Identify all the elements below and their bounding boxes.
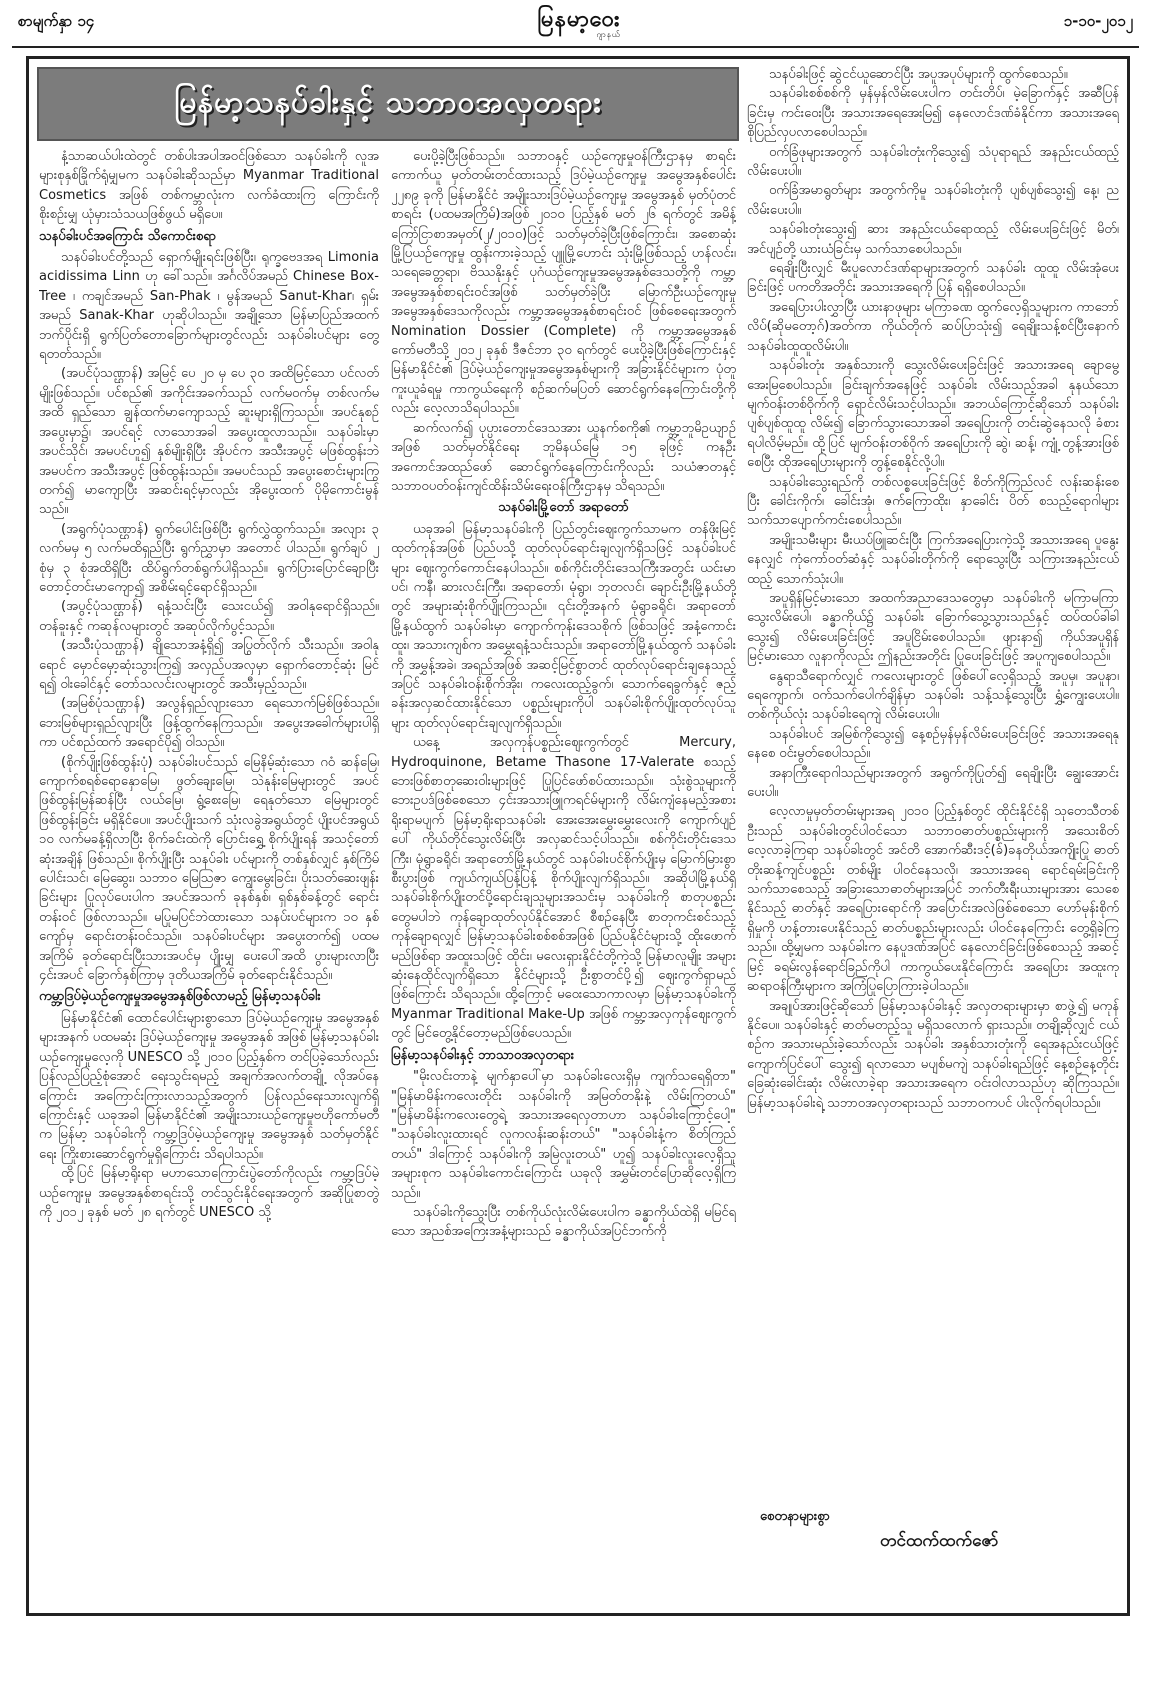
paragraph: ဆက်လက်၍ ပုပ္ပားတောင်ဒေသအား ယူနက်စကို၏ ကမ္ဘာ့ဘူမိဥယျာဉ်အဖြစ် သတ်မှတ်နိုင်ရေး ဘူမိနယ်မြေ ၁၅ ခုဖြင့် ကနဦးအကောင်အထည်ဖော် ဆောင်ရွက်နေကြောင်းကိုလည်း သယံဇာတနှင့် သဘာဝပတ်ဝန်းကျင်ထိန်းသိမ်းရေးဝန်ကြီးဌာနမှ သိရသည်။ [391, 420, 736, 494]
paragraph: သနပ်ခါးပင် အမြစ်ကိုသွေး၍ နေ့စဉ်မှန်မှန်လိမ်းပေးခြင်းဖြင့် အသားအရေနုနေစေ ဝင်းမွတ်စေပါသည်။ [747, 726, 1119, 762]
section-heading: သနပ်ခါးပင်အကြောင်း သိကောင်းစရာ [39, 228, 217, 244]
paragraph: ပေးပို့ခဲ့ပြီးဖြစ်သည်။ သဘာဝနှင့် ယဉ်ကျေးမှုဝန်ကြီးဌာနမှ စာရင်းကောက်ယူ မှတ်တမ်းတင်ထားသည့် ဒြပ်မဲ့ယဉ်ကျေးမှု အမွေအနှစ်ပေါင်း ၂၂၈၉ ခုကို မြန်မာနိုင်ငံ အမျိုးသားဒြပ်မဲ့ယဉ်ကျေးမှု အမွေအနှစ် မှတ်ပုံတင်စာရင်း (ပထမအကြိမ်)အဖြစ် ၂၀၁၀ ပြည့်နှစ် မတ် ၂၆ ရက်တွင် အမိန့်ကြော်ငြာစာအမှတ်(၂/၂၀၁၀)ဖြင့် သတ်မှတ်ခဲ့ပြီးဖြစ်ကြောင်း၊ အစောဆုံး မြို့ပြယဉ်ကျေးမှု ထွန်းကားခဲ့သည့် ပျူမြို့ဟောင်း သုံးမြို့ဖြစ်သည့် ဟန်လင်း၊ သရေခေတ္တရာ၊ ဗိဿနိုးနှင့် ပုဂံယဉ်ကျေးမှုအမွေအနှစ်ဒေသတို့ကို ကမ္ဘာ့အမွေအနှစ်စာရင်းဝင်အဖြစ် သတ်မှတ်ခဲ့ပြီး မြောက်ဦးယဉ်ကျေးမှု အမွေအနှစ်ဒေသကိုလည်း ကမ္ဘာ့အမွေအနှစ်စာရင်းဝင် ဖြစ်စေရေးအတွက် Nomination Dossier (Complete) ကို ကမ္ဘာ့အမွေအနှစ်ကော်မတီသို့ ၂၀၁၂ ခုနှစ် ဒီဇင်ဘာ ၃၀ ရက်တွင် ပေးပို့ခဲ့ပြီးဖြစ်ကြောင်းနှင့် မြန်မာနိုင်ငံ၏ ဒြပ်မဲ့ယဉ်ကျေးမှုအမွေအနှစ်များကို အခြားနိုင်ငံများက ပုံတူကူးယူခံရမှု ကာကွယ်ရေးကို စဉ်ဆက်မပြတ် ဆောင်ရွက်နေကြောင်းတို့ကိုလည်း လေ့လာသိရပါသည်။ [391, 149, 736, 417]
article-column-2 [391, 147, 736, 1701]
paragraph: (စိုက်ပျိုးဖြစ်ထွန်းပုံ) သနပ်ခါးပင်သည် မြေနိမ့်ဆုံးသော ဂဝံ ဆန်မြေ၊ ကျောက်စရစ်ရောနှောမြေ၊ ဖွတ်ချေးမြေ၊ သဲနုန်းမြေများတွင် အပင်ဖြစ်ထွန်းမြန်ဆန်ပြီး လယ်မြေ၊ ရွံ့စေးမြေ၊ ရေနုတ်သော မြေများတွင် ဖြစ်ထွန်းခြင်း မရှိနိုင်ပေ။ အပင်ပျိုးသက် သုံးလခွဲအရွယ်တွင် ပျိုးပင်အရွယ် ၁၀ လက်မခန့်ရှိလာပြီး စိုက်ခင်းထဲကို ပြောင်းရွှေ့ စိုက်ပျိုးရန် အသင့်တော်ဆုံးအချိန် ဖြစ်သည်။ စိုက်ပျိုးပြီး သနပ်ခါး ပင်များကို တစ်နှစ်လျှင် နှစ်ကြိမ် ပေါင်းသင်၊ မြေဆွေး၊ သဘာဝ မြေသြဇာ ကျွေးမွေးခြင်း၊ ပိုးသတ်ဆေးဖျန်းခြင်းများ ပြုလုပ်ပေးပါက အပင်အသက် ခုနစ်နှစ်၊ ရှစ်နှစ်ခန့်တွင် ရောင်းတန်းဝင် ဖြစ်လာသည်။ မပြုမပြင်ဘဲထားသော သနပ်းပင်များက ၁၀ နှစ်ကျော်မှ ရောင်းတန်းဝင်သည်။ သနပ်ခါးပင်များ အပွေးတက်၍ ပထမအကြိမ် ခုတ်ရောင်းပြီးသားအပင်မှ ပျိုးမျှ ပေးပေါ်အထိ ပွားများလာပြီး ၄င်းအပင် ခြောက်နှစ်ကြာမှ ဒုတိယအကြိမ် ခုတ်ရောင်းနိုင်သည်။ [39, 754, 379, 984]
paragraph: သနပ်ခါးတုံးသွေး၍ ဆား အနည်းငယ်ရောထည့် လိမ်းပေးခြင်းဖြင့် မိတ်၊ အင်ပျဉ်တို့ ယားယံခြင်းမှ သက်သာစေပါသည်။ [747, 222, 1119, 257]
paragraph: နွေရာသီရောက်လျှင် ကလေးများတွင် ဖြစ်ပေါ်လေ့ရှိသည့် အပူမှ၊ အပူနာ၊ ရေကျောက်၊ ဝက်သက်ပေါက်ချိန်မှာ သနပ်ခါး သန့်သန့်သွေးပြီး ရွှံ့ကျွေးပေးပါ။ တစ်ကိုယ်လုံး သနပ်ခါးရေကျဲ လိမ်းပေးပါ။ [747, 668, 1119, 723]
paragraph: သနပ်ခါးစစ်စစ်ကို မှန်မှန်လိမ်းပေးပါက တင်းတိပ်၊ မဲ့ခြောက်နှင့် အဆီပြန်ခြင်းမှ ကင်းဝေးပြီး အသားအရေအေးမြ၍ နေလောင်ဒဏ်ခံနိုင်ကာ အသားအရေ စိုပြည်လှပလာစေပါသည်။ [747, 86, 1119, 141]
paragraph: (အသီးပုံသဏ္ဌာန်) ချိုသောအနံ့ရှိ၍ အပြွတ်လိုက် သီးသည်။ အဝါနုရောင် မှောင်မှော့ဆုံးသွားကြ၍ အလှည်ပအလှမှာ ရှောက်တောင့်ဆုံး မြင်ရ၍ ဝါးခေါင်နှင့် တော်သလင်းလများတွင် အသီးမှည့်သည်။ [39, 638, 379, 692]
article-title-banner [37, 67, 739, 141]
paragraph: အရေပြားပါးလွှာပြီး ယားနာဖုများ မကြာခဏ ထွက်လေ့ရှိသူများက ကာဘော်လိပ်(ဆိုမတော့ဂ်)အတ်ကာ ကိုယ်တိုက် ဆပ်ပြာသုံး၍ ရေချိုးသန့်စင်ပြီးနောက် သနပ်ခါးထူထူလိမ်းပါ။ [747, 299, 1119, 354]
paragraph: (အပွင့်ပုံသဏ္ဌာန်) ရနံ့သင်းပြီး သေးငယ်၍ အဝါနုရောင်ရှိသည်။ တန်ခူးနှင့် ကဆုန်လများတွင် အဆုပ်လိုက်ပွင့်သည်။ [39, 599, 379, 634]
masthead-subtitle: ဂျာနယ် [596, 29, 621, 39]
byline-label: စေတနာများစွာ [760, 1509, 830, 1524]
author-byline: တင်ထက်ထက်ဇော် [880, 1531, 999, 1551]
section-heading: ကမ္ဘာ့ဒြပ်မဲ့ယဉ်ကျေးမှုအမွေအနှစ်ဖြစ်လာမည့် မြန်မာ့သနပ်ခါး [39, 989, 321, 1005]
paragraph: သနပ်ခါးကိုသွေးပြီး တစ်ကိုယ်လုံးလိမ်းပေးပါက ခန္ဓာကိုယ်ထဲရှိ မမြင်ရသော အညစ်အကြေးအနံ့များသည် ခန္ဓာကိုယ်အပြင်ဘက်ကို [391, 1204, 736, 1240]
paragraph: (အပင်ပုံသဏ္ဌာန်) အမြင့် ပေ ၂၀ မှ ပေ ၃၀ အထိမြင့်သော ပင်လတ်မျိုးဖြစ်သည်။ ပင်စည်၏ အကိုင်းအခက်သည် လက်မဝက်မှ တစ်လက်မအထိ ရှည်သော ချွန်ထက်မာကျောသည့် ဆူးများရှိကြသည်။ အပင်နုစဉ် အပွေးမှာ၌၊ အပင်ရင့် လာသောအခါ အပွေးထူလာသည်။ သနပ်ခါးမှာ အပင်သိုင်၊ အမပင်ဟူ၍ နှစ်မျိုးရှိပြီး အိုပင်က အသီးအပွင့် မဖြစ်ထွန်းဘဲ အမပင်က အသီးအပွင့် ဖြစ်ထွန်းသည်။ အမပင်သည် အပွေးစောင်းများကြွတက်၍ မာကျောပြီး အဆင်းရင့်မှာလည်း အိုပွေးထက် ပိုမိုကောင်းမွန်သည်။ [39, 366, 379, 518]
page-number: စာမျက်နှာ ၁၄ [18, 12, 95, 30]
paragraph: သနပ်ခါးသွေးရည်ကို တစ်လစ္စပေးခြင်းဖြင့် စိတ်ကိုကြည်လင် လန်းဆန်းစေပြီး ခေါင်းကိုက်၊ ခေါင်းအုံ၊ ဇက်ကြောထိုး၊ နှာခေါင်း ပိတ် စသည့်ရောဂါများ သက်သာပျောက်ကင်းစေပါသည်။ [747, 474, 1119, 529]
running-header [0, 0, 1151, 46]
paragraph: ယနေ့ အလှကုန်ပစ္စည်းဈေးကွက်တွင် Mercury, Hydroquinone, Betame Thasone 17-Valerate စသည့် ဘေးဖြစ်စာတုဆေးဝါးများဖြင့် ပြုပြင်ဖော်စပ်ထားသည်။ သုံးစွဲသူများကို ဘေးဥပဒ်ဖြစ်စေသော ၄င်းအသားဖြူကရင်မ်များကို လိမ်းကျံနေမည့်အစား ရိုးရာမပျက် မြန်မာ့ရိုးရာသနပ်ခါး အေးအေးမွှေးမွှေးလေးကို ကျောက်ပျဉ်ပေါ် ကိုယ်တိုင်သွေးလိမ်းပြီး အလှဆင်သင့်ပါသည်။ စစ်ကိုင်းတိုင်းဒေသကြီး၊ မုံရွာခရိုင်၊ အရာတော်မြို့နယ်တွင် သနပ်ခါးပင်စိုက်ပျိုးမှ မြောက်မြားစွာ စီးပွားဖြစ် ကျယ်ကျယ်ပြန့်ပြန့် စိုက်ပျိုးလျက်ရှိသည်။ အဆိုပါမြို့နယ်ရှိ သနပ်ခါးစိုက်ပျိုးတင်ပို့ရောင်းချသူများအသင်းမှ သနပ်ခါးကို စာတုပစ္စည်းတွေမပါဘဲ ကုန်ချောထုတ်လုပ်နိုင်အောင် စီစဉ်နေပြီး စာတုကင်းစင်သည့် ကုန်ချောရလျှင် မြန်မာ့သနပ်ခါးစစ်စစ်အဖြစ် ပြည်ပနိုင်ငံများသို့ ထိုးဖောက်မည်ဖြစ်ရာ အထူးသဖြင့် ထိုင်း၊ မလေးရှားနိုင်ငံတို့ကဲ့သို့ မြန်မာလူမျိုး အများဆုံးနေထိုင်လျက်ရှိသော နိုင်ငံများသို့ ဦးစွာတင်ပို့၍ ဈေးကွက်ရှာမည်ဖြစ်ကြောင်း သိရသည်။ ထို့ကြောင့် မဝေးသောကာလမှာ မြန်မာ့သနပ်ခါးကို Myanmar Traditional Make-Up အဖြစ် ကမ္ဘာ့အလှကုန်ဈေးကွက်တွင် မြင်တွေ့နိုင်တော့မည်ဖြစ်ပေသည်။ [391, 735, 736, 1042]
paragraph: (အရွက်ပုံသဏ္ဌာန်) ရွက်ပေါင်းဖြစ်ပြီး ရွက်လွှဲထွက်သည်။ အလျား ၃ လက်မမှ ၅ လက်မထိရှည်ပြီး ရွက်ညွှာမှာ အတောင် ပါသည်။ ရွက်ချပ် ၂ စုံမှ ၃ စုံအထိရှိပြီး ထိပ်ရွက်တစ်ရွက်ပါရှိသည်။ ရွက်ပြားပြောင်ချောပြီး တောင့်တင်းမာကျော၍ အစိမ်းရင့်ရောင်ရှိသည်။ [39, 521, 379, 595]
paragraph: နံ့သာဆယ်ပါးထဲတွင် တစ်ပါးအပါအဝင်ဖြစ်သော သနပ်ခါးကို လူအများစုနှစ်ခြိုက်ရုံမျှမက သနပ်ခါးဆိုသည်မှာ Myanmar Traditional Cosmetics အဖြစ် တစ်ကမ္ဘာလုံးက လက်ခံထားကြ ကြောင်းကို စိုးစဉ်းမျှ ယုံမှားသံသယဖြစ်ဖွယ် မရှိပေ။ [39, 149, 379, 223]
paragraph: အချုပ်အားဖြင့်ဆိုသော် မြန်မာ့သနပ်ခါးနှင့် အလှတရားများမှာ စာဖွဲ့၍ မကုန်နိုင်ပေ။ သနပ်ခါးနှင့် ဓာတ်မတည့်သူ မရှိသလောက် ရှားသည်။ တချို့ဆိုလျှင် ငယ်စဉ်က အသားမည်းခဲ့သော်လည်း သနပ်ခါး အနှစ်သားတုံးကို ရေအနည်းငယ်ဖြင့် ကျောက်ပြင်ပေါ် သွေး၍ ရလာသော မပျစ်မကျဲ သနပ်ခါးရည်ဖြင့် နေ့စဉ်နေ့တိုင်း ခြေဆုံးခေါင်းဆုံး လိမ်းလာခဲ့ရာ အသားအရေက ဝင်းဝါလာသည်ဟု ဆိုကြသည်။ မြန်မာ့သနပ်ခါးရဲ့ သဘာဝအလှတရားသည် သဘာဝကပင် ပါးလိုက်ရပါသည်။ [747, 998, 1119, 1111]
section-heading: သနပ်ခါးမြို့တော် အရာတော် [498, 500, 629, 516]
paragraph: သနပ်ခါးတုံး အနှစ်သားကို သွေးလိမ်းပေးခြင်းဖြင့် အသားအရေ ချောမွေ့အေးမြစေပါသည်။ ခြင်းချက်အနေဖြင့် သနပ်ခါး လိမ်းသည့်အခါ နုနယ်သောမျက်ဝန်းတစ်ဝိုက်ကို ရှောင်လိမ်းသင့်ပါသည်။ အဘယ်ကြောင့်ဆိုသော် သနပ်ခါးပျစ်ပျစ်ထူထူ လိမ်း၍ ခြောက်သွားသောအခါ အရေပြားကို တင်းဆွဲနေသလို ခံစားရပါလိမ့်မည်။ ထို့ပြင် မျက်ဝန်းတစ်ဝိုက် အရေပြားကို ဆွဲ၊ ဆန့်၊ ကျုံ့ တွန့်အားဖြစ်စေပြီး ထိုအရေပြားများကို တွန့်စေနိုင်လို့ပါ။ [747, 358, 1119, 471]
paragraph: ယခုအခါ မြန်မာ့သနပ်ခါးကို ပြည်တွင်းဈေးကွက်သာမက တန်ဖိုးမြင့်ထုတ်ကုန်အဖြစ် ပြည်ပသို့ ထုတ်လုပ်ရောင်းချလျက်ရှိသဖြင့် သနပ်ခါးပင်များ ဈေးကွက်ကောင်းနေပါသည်။ စစ်ကိုင်းတိုင်းဒေသကြီးအတွင်း ယင်းမာပင်၊ ကနီ၊ ဆားလင်းကြီး၊ အရာတော်၊ မုံရွာ၊ ဘုတလင်၊ ချောင်းဦးမြို့နယ်တို့တွင် အများဆုံးစိုက်ပျိုးကြသည်။ ၎င်းတို့အနက် မုံရွာခရိုင်၊ အရာတော်မြို့နယ်ထွက် သနပ်ခါးမှာ ကျောက်ကုန်းဒေသစိုက် ဖြစ်သဖြင့် အနံ့ကောင်း ထူး၊ အသားကျစ်က အမွှေးရနံ့သင်းသည်။ အရာတော်မြို့နယ်ထွက် သနပ်ခါးကို အမွှန့်အခဲ၊ အရည်အဖြစ် အဆင့်မြင့်စွာတင် ထုတ်လုပ်ရောင်းချနေသည့်အပြင် သနပ်ခါးဝန်းစိုက်အိုး၊ ကလေးထည့်ခွက်၊ သောက်ရေခွက်နှင့် ဇည့်ခန်းအလှဆင်ထားနိုင်သော ပစ္စည်းများကိုပါ သနပ်ခါးစိုက်ပျိုးထုတ်လုပ်သူများ ထုတ်လုပ်ရောင်းချလျက်ရှိသည်။ [391, 521, 736, 731]
paragraph: သနပ်ခါးပင်တို့သည် ရှောက်မျိုးရင်းဖြစ်ပြီး၊ ရုက္ခဗေဒအရ Limonia acidissima Linn ဟု ခေါ်သည်။ အင်္ဂလိပ်အမည် Chinese Box-Tree ၊ ကချင်အမည် San-Phak ၊ မွန်အမည် Sanut-Khar၊ ရှမ်းအမည် Sanak-Khar ဟုဆိုပါသည်။ အချို့သော မြန်မာပြည်အထက်ဘက်ပိုင်းရှိ ရွက်ပြတ်တောခြောက်များတွင်လည်း သနပ်ခါးပင်များ တွေ့ရတတ်သည်။ [39, 250, 379, 363]
section-heading: မြန်မာ့သနပ်ခါးနှင့် ဘာသာဝအလှတရား [391, 1047, 575, 1063]
article-title: မြန်မာ့သနပ်ခါးနှင့် သဘာဝအလှတရား [174, 84, 602, 120]
issue-date: ၁-၁၀-၂၀၁၂ [1063, 12, 1133, 30]
article-frame [26, 56, 1130, 1616]
article-column-1 [39, 147, 379, 1701]
masthead-title: မြနမာ့ဝေး [537, 5, 621, 32]
paragraph: ဝက်ခြံအမာရွတ်များ အတွက်ကိုမူ သနပ်ခါးတုံးကို ပျစ်ပျစ်သွေး၍ နေ့၊ ည လိမ်းပေးပါ။ [747, 183, 1119, 218]
paragraph: ထို့ပြင် မြန်မာ့ရိုးရာ မဟာသောကြောင်းပွဲတော်ကိုလည်း ကမ္ဘာ့ဒြပ်မဲ့ယဉ်ကျေးမှု အမွေအနှစ်စာရင်းသို့ တင်သွင်းနိုင်ရေးအတွက် အဆိုပြုစာတွဲကို ၂၀၁၂ ခုနှစ် မတ် ၂၈ ရက်တွင် UNESCO သို့ [39, 1166, 379, 1220]
paragraph: မြန်မာနိုင်ငံ၏ ထောင်ပေါင်းများစွာသော ဒြပ်မဲ့ယဉ်ကျေးမှု အမွေအနှစ်များအနက် ပထမဆုံး ဒြပ်မဲ့ယဉ်ကျေးမှု အမွေအနှစ် အဖြစ် မြန်မာ့သနပ်ခါး ယဉ်ကျေးမှုလေ့ကို UNESCO သို့ ၂၀၁၀ ပြည့်နှစ်က တင်ပြခဲ့သော်လည်း ပြန်လည်ပြည့်စုံအောင် ရေးသွင်းရမည့် အချက်အလက်တချို့ လိုအပ်နေကြောင်း အကြောင်းကြားလာသည့်အတွက် ပြန်လည်ရေးသားလျက်ရှိကြောင်းနှင့် ယခုအခါ မြန်မာနိုင်ငံ၏ အမျိုးသားယဉ်ကျေးမှုဗဟိုကော်မတီက မြန်မာ့ သနပ်ခါးကို ကမ္ဘာ့ဒြပ်မဲ့ယဉ်ကျေးမှု အမွေအနှစ် သတ်မှတ်နိုင်ရေး ကြိုးစားဆောင်ရွက်မှုရှိကြောင်း သိရပါသည်။ [39, 1010, 379, 1162]
paragraph: ဝက်ခြံဖုများအတွက် သနပ်ခါးတုံးကိုသွေး၍ သံပုရာရည် အနည်းငယ်ထည့် လိမ်းပေးပါ။ [747, 144, 1119, 180]
header-rule [12, 46, 1139, 48]
article-column-3 [747, 65, 1119, 1619]
paragraph: "မိုးလင်းတာနဲ့ မျက်နှာပေါ်မှာ သနပ်ခါးလေးရှိမှ ကျက်သရေရှိတာ" "မြန်မာမိန်းကလေးတိုင်း သနပ်ခါးကို အမြတ်တနိုးနဲ့ လိမ်းကြတယ်" "မြန်မာမိန်းကလေးတွေရဲ့ အသားအရေလှတာဟာ သနပ်ခါးကြောင့်ပေါ့" "သနပ်ခါးလူးထားရင် လူကလန်းဆန်းတယ်" "သနပ်ခါးနံ့က စိတ်ကြည်တယ်" ဒါကြောင့် သနပ်ခါးကို အမြဲလူးတယ်" ဟူ၍ သနပ်ခါးလူးလေ့ရှိသူ အများစုက သနပ်ခါးကောင်းကြောင်း ယခုလို အမွှမ်းတင်ပြောဆိုလေ့ရှိကြသည်။ [391, 1069, 736, 1201]
paragraph: (အမြစ်ပုံသဏ္ဌာန်) အလွန်ရှည်လျားသော ရေသောက်မြစ်ဖြစ်သည်။ ဘေးမြစ်များရှည်လျားပြီး ဖြန့်ထွက်နေကြသည်။ အပွေးအခေါက်များပါရှိကာ ပင်စည်ထက် အရောင်ပို၍ ဝါသည်။ [39, 696, 379, 751]
paragraph: အနာကြီးရောဂါသည်များအတွက် အရွက်ကိုပြုတ်၍ ရေချိုးပြီး ချွေးအောင်းပေးပါ။ [747, 765, 1119, 801]
paragraph: အမျိုးသမီးများ မီးယပ်ဖြူဆင်းပြီး ကြက်အရေပြားကဲ့သို့ အသားအရေ ပူနွေးနေလျှင် ကုံကော်ဝတ်ဆံနှင့် သနပ်ခါးတိုက်ကို ရောသွေးပြီး သကြားအနည်းငယ်ထည့် သောက်သုံးပါ။ [747, 532, 1119, 587]
paragraph: အပူရှိန်မြင့်မားသော အထက်အညာဒေသတွေမှာ သနပ်ခါးကို မကြာမကြာ သွေးလိမ်းပေါ၊ ခန္ဓာကိုယ်၌ သနပ်ခါး ခြောက်သွေ့သွားသည်နှင့် ထပ်ထပ်ခါခါသွေး၍ လိမ်းပေးခြင်းဖြင့် အပူငြိမ်းစေပါသည်။ ဖျားနာ၍ ကိုယ်အပူရှိန်မြင့်မားသော လူနာကိုလည်း ဤနည်းအတိုင်း ပြုပေးခြင်းဖြင့် အပူကျစေပါသည်။ [747, 590, 1119, 665]
paragraph: သနပ်ခါးဖြင့် ဆွဲငင်ယူဆောင်ပြီး အပူအပုပ်များကို ထွက်စေသည်။ [769, 67, 1068, 82]
paragraph: ရေချိုးပြီးလျှင် မီးပူလောင်ဒဏ်ရာများအတွက် သနပ်ခါး ထူထူ လိမ်းအုံပေးခြင်းဖြင့် ပကတိအတိုင်း အသားအရေကို ပြန် ရရှိစေပါသည်။ [747, 261, 1119, 296]
masthead-logo [537, 5, 621, 39]
paragraph: လေ့လာမှုမှတ်တမ်းများအရ ၂၀၁၀ ပြည့်နှစ်တွင် ထိုင်းနိုင်ငံရှိ သုတေသီတစ်ဦးသည် သနပ်ခါးတွင်ပါဝင်သော သဘာဝဓာတ်ပစ္စည်းများကို အသေးစိတ် လေ့လာခဲ့ကြရာ သနပ်ခါးတွင် အင်တိ အောက်ဆီးဒင့်(ခ်)ခနတိုယ်အကျိုးပြု ဓာတ်တိုးဆန့်ကျင်ပစ္စည်း တစ်မျိုး ပါဝင်နေသလို၊ အသားအရေ ရောင်ရမ်းခြင်းကို သက်သာစေသည့် အခြားသောဓာတ်များအပြင် ဘက်တီးရီးယားများအား သေစေနိုင်သည့် ဓာတ်နှင့် အရေပြားရောင်ကို အပြောင်းအလဲဖြစ်စေသော ဟော်မုန်းစိုက်ရှိမှုကို ဟန့်တားပေးနိုင်သည့် ဓာတ်ပစ္စည်းများလည်း ပါဝင်နေကြောင်း တွေ့ရှိခဲ့ကြသည်။ ထို့မျှမက သနပ်ခါးက နေပူဒဏ်အပြင် နေလောင်ခြင်းဖြစ်စေသည့် အဆင့်မြင့် ခရမ်းလွန်ရောင်ခြည်ကိုပါ ကာကွယ်ပေးနိုင်ကြောင်း အရေပြား အထူးကုဆရာဝန်ကြီးများက အကြံပြုပြောကြားခဲ့ပါသည်။ [747, 804, 1119, 995]
